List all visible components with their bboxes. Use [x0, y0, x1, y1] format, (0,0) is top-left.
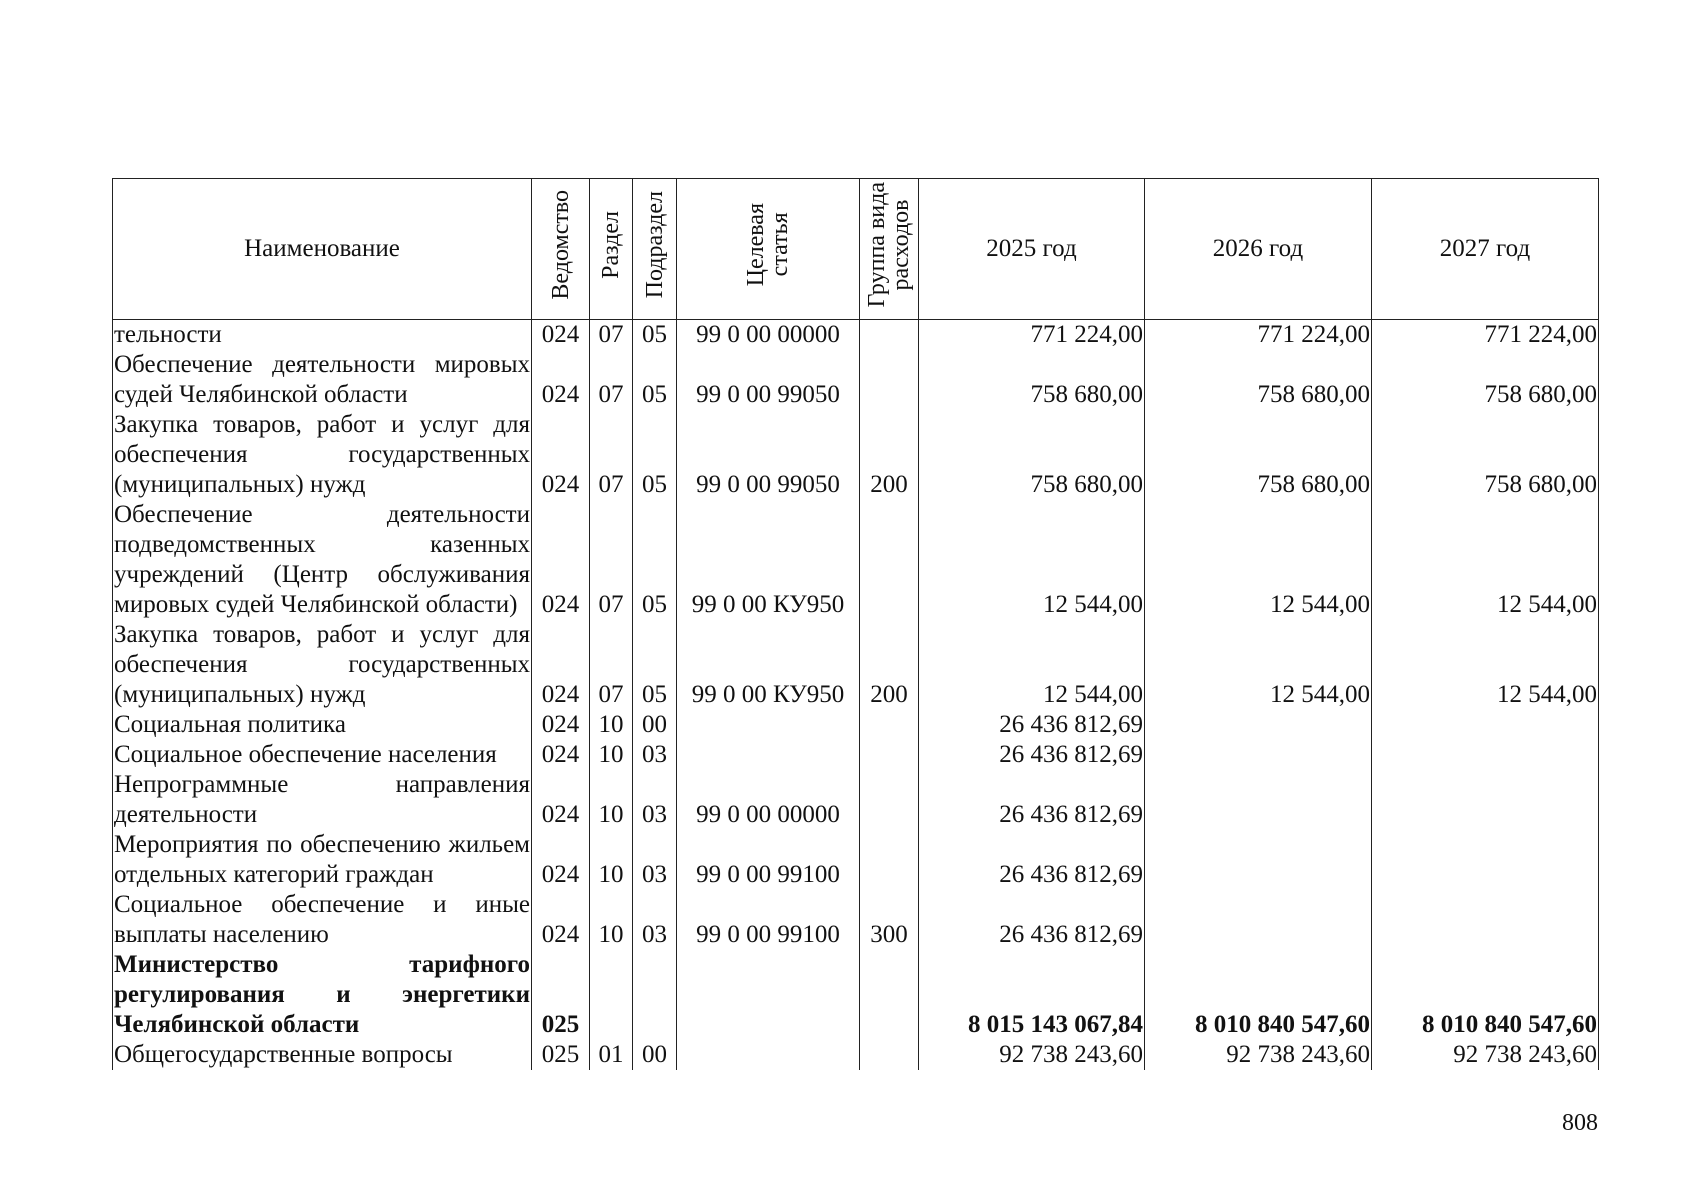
header-dept-label: Ведомство: [547, 190, 574, 300]
header-group-line2: расходов: [888, 199, 914, 291]
table-row: [113, 890, 1599, 950]
cell-2027: 758 680,00: [1372, 410, 1599, 500]
table-row: [113, 740, 1599, 770]
cell-subsection: 05: [633, 500, 677, 620]
cell-2025: 758 680,00: [919, 350, 1145, 410]
header-section-label: Раздел: [598, 211, 624, 279]
header-2025-label: 2025 год: [986, 235, 1077, 262]
cell-2025: 771 224,00: [919, 320, 1145, 351]
cell-group: [860, 770, 919, 830]
cell-2025: 26 436 812,69: [919, 710, 1145, 740]
cell-target: [677, 950, 860, 1040]
cell-2026: [1145, 770, 1372, 830]
cell-2026: 758 680,00: [1145, 350, 1372, 410]
header-2027-label: 2027 год: [1439, 235, 1531, 262]
cell-group: [860, 320, 919, 351]
cell-subsection: 03: [633, 830, 677, 890]
cell-name: Закупка товаров, работ и услуг для обеспечения государственных (муниципальных) нужд: [114, 411, 530, 498]
cell-section: 07: [590, 320, 633, 351]
cell-subsection: 05: [633, 320, 677, 351]
table-header-row: [113, 179, 1599, 320]
cell-section: 07: [590, 350, 633, 410]
table-row: [113, 410, 1599, 500]
cell-section: 01: [590, 1040, 633, 1070]
cell-subsection: 05: [633, 410, 677, 500]
cell-group: 200: [860, 620, 919, 710]
cell-target: 99 0 00 00000: [677, 320, 860, 351]
cell-target: 99 0 00 99050: [677, 410, 860, 500]
cell-dept: 024: [532, 350, 590, 410]
header-group-label: [865, 182, 913, 307]
header-target-label: [744, 203, 792, 286]
cell-subsection: 00: [633, 710, 677, 740]
table-row: [113, 320, 1599, 351]
cell-target: 99 0 00 99100: [677, 830, 860, 890]
cell-dept: 024: [532, 620, 590, 710]
header-subsection-label: Подраздел: [641, 191, 668, 299]
cell-dept: 024: [532, 740, 590, 770]
table-row: [113, 770, 1599, 830]
cell-subsection: 00: [633, 1040, 677, 1070]
cell-subsection: 03: [633, 770, 677, 830]
cell-target: 99 0 00 КУ950: [677, 620, 860, 710]
cell-dept: 024: [532, 770, 590, 830]
cell-group: [860, 350, 919, 410]
cell-2027: 12 544,00: [1372, 500, 1599, 620]
cell-2027: 92 738 243,60: [1372, 1040, 1599, 1070]
table-row: [113, 1040, 1599, 1070]
cell-target: [677, 710, 860, 740]
cell-2026: [1145, 740, 1372, 770]
cell-subsection: 03: [633, 890, 677, 950]
header-subsection: [633, 179, 677, 320]
cell-2025: 26 436 812,69: [919, 740, 1145, 770]
header-2027: [1372, 179, 1599, 320]
cell-group: [860, 500, 919, 620]
cell-2027: [1372, 890, 1599, 950]
cell-2026: [1145, 890, 1372, 950]
cell-name: тельности: [113, 320, 532, 351]
cell-group: [860, 740, 919, 770]
cell-2027: 12 544,00: [1372, 620, 1599, 710]
cell-2027: [1372, 770, 1599, 830]
cell-subsection: 03: [633, 740, 677, 770]
cell-2025: 26 436 812,69: [919, 830, 1145, 890]
cell-group: [860, 710, 919, 740]
cell-dept: 024: [532, 830, 590, 890]
cell-subsection: [633, 950, 677, 1040]
header-name: [113, 179, 532, 320]
cell-dept: 024: [532, 710, 590, 740]
table-body: [113, 320, 1599, 1071]
cell-2025: 758 680,00: [919, 410, 1145, 500]
cell-2026: 758 680,00: [1145, 410, 1372, 500]
cell-name: Министерство тарифного регулирования и энергетики Челябинской области: [114, 951, 530, 1038]
cell-name: Общегосударственные вопросы: [113, 1040, 532, 1070]
cell-section: 10: [590, 710, 633, 740]
header-target: [677, 179, 860, 320]
cell-2026: 8 010 840 547,60: [1145, 950, 1372, 1040]
table-row: [113, 830, 1599, 890]
cell-2027: [1372, 710, 1599, 740]
cell-section: 07: [590, 410, 633, 500]
cell-2025: 8 015 143 067,84: [919, 950, 1145, 1040]
header-group-line1: Группа вида: [864, 182, 890, 308]
cell-dept: 025: [532, 950, 590, 1040]
cell-section: [590, 950, 633, 1040]
cell-name: Непрограммные направления деятельности: [114, 771, 530, 828]
cell-2027: [1372, 830, 1599, 890]
cell-section: 10: [590, 770, 633, 830]
cell-dept: 025: [532, 1040, 590, 1070]
cell-name: Обеспечение деятельности мировых судей Челябинской области: [114, 351, 530, 408]
cell-group: 200: [860, 410, 919, 500]
header-group: [860, 179, 919, 320]
header-2026: [1145, 179, 1372, 320]
header-target-line2: статья: [767, 213, 793, 277]
cell-section: 10: [590, 740, 633, 770]
cell-2025: 12 544,00: [919, 500, 1145, 620]
cell-target: [677, 740, 860, 770]
cell-2026: [1145, 830, 1372, 890]
cell-target: 99 0 00 99050: [677, 350, 860, 410]
header-2025: [919, 179, 1145, 320]
header-name-label: Наименование: [244, 235, 400, 262]
table-row: [113, 350, 1599, 410]
cell-subsection: 05: [633, 620, 677, 710]
header-section: [590, 179, 633, 320]
header-dept: [532, 179, 590, 320]
cell-target: 99 0 00 КУ950: [677, 500, 860, 620]
cell-section: 10: [590, 830, 633, 890]
cell-2026: 12 544,00: [1145, 620, 1372, 710]
cell-group: [860, 1040, 919, 1070]
cell-2026: 12 544,00: [1145, 500, 1372, 620]
cell-dept: 024: [532, 500, 590, 620]
cell-section: 07: [590, 500, 633, 620]
cell-target: 99 0 00 00000: [677, 770, 860, 830]
cell-2025: 92 738 243,60: [919, 1040, 1145, 1070]
cell-dept: 024: [532, 410, 590, 500]
cell-group: [860, 950, 919, 1040]
cell-name: Социальное обеспечение и иные выплаты населению: [114, 891, 530, 948]
cell-section: 10: [590, 890, 633, 950]
cell-2026: 92 738 243,60: [1145, 1040, 1372, 1070]
cell-name: Социальное обеспечение населения: [113, 740, 532, 770]
table-row: [113, 950, 1599, 1040]
cell-2025: 26 436 812,69: [919, 770, 1145, 830]
header-target-line1: Целевая: [743, 203, 769, 287]
header-2026-label: 2026 год: [1212, 235, 1304, 262]
page-number: 808: [1562, 1110, 1598, 1136]
cell-name: Мероприятия по обеспечению жильем отдельных категорий граждан: [114, 831, 530, 888]
table-row: [113, 500, 1599, 620]
cell-group: 300: [860, 890, 919, 950]
cell-target: [677, 1040, 860, 1070]
table-row: [113, 620, 1599, 710]
cell-2027: [1372, 740, 1599, 770]
cell-name: Обеспечение деятельности подведомственных казенных учреждений (Центр обслуживания мировых судей Челябинской области): [114, 501, 530, 618]
table-row: [113, 710, 1599, 740]
cell-2027: 758 680,00: [1372, 350, 1599, 410]
cell-group: [860, 830, 919, 890]
budget-table: [112, 178, 1599, 1070]
cell-2027: 8 010 840 547,60: [1372, 950, 1599, 1040]
cell-2025: 12 544,00: [919, 620, 1145, 710]
cell-target: 99 0 00 99100: [677, 890, 860, 950]
cell-name: Закупка товаров, работ и услуг для обеспечения государственных (муниципальных) нужд: [114, 621, 530, 708]
cell-subsection: 05: [633, 350, 677, 410]
cell-2026: [1145, 710, 1372, 740]
cell-section: 07: [590, 620, 633, 710]
cell-name: Социальная политика: [113, 710, 532, 740]
cell-dept: 024: [532, 320, 590, 351]
cell-2027: 771 224,00: [1372, 320, 1599, 351]
cell-dept: 024: [532, 890, 590, 950]
cell-2026: 771 224,00: [1145, 320, 1372, 351]
cell-2025: 26 436 812,69: [919, 890, 1145, 950]
